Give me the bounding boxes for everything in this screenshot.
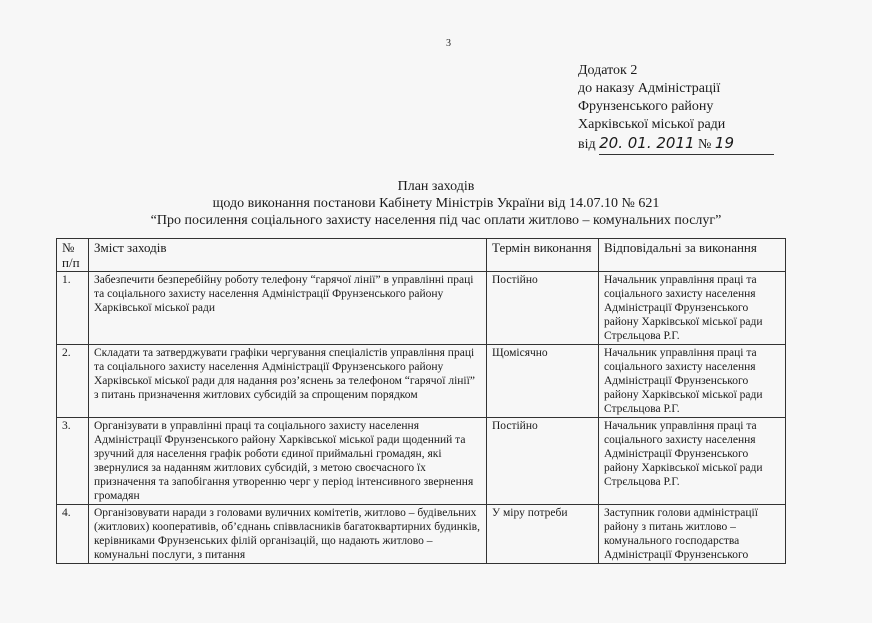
table-row: [57, 418, 786, 505]
measure-content: Організувати в управлінні праці та соціального захисту населення Адміністрації Фрунзенського району Харківської міської ради щоденний та зручний для населення графік роботи єдиної приймальні громадян, які звернулися за наданням житлових субсидій, з метою своєчасного їх призначення та запобігання утворенню черг у період інтенсивного звернення громадян: [89, 418, 487, 505]
measure-term: У міру потреби: [487, 505, 599, 564]
col-header-number: № п/п: [57, 239, 89, 272]
table-header-row: [57, 239, 786, 272]
row-number: 4.: [57, 505, 89, 564]
addendum-block: [578, 62, 774, 155]
addendum-line: Додаток 2: [578, 63, 638, 78]
col-header-responsible: Відповідальні за виконання: [599, 239, 786, 272]
title-line: План заходів: [397, 179, 475, 194]
measure-term: Щомісячно: [487, 345, 599, 418]
ref-no: 19: [714, 134, 734, 152]
measures-table: [56, 238, 786, 564]
measure-responsible: Начальник управління праці та соціального захисту населення Адміністрації Фрунзенського району Харківської міської ради Стрєльцова Р.Г.: [599, 418, 786, 505]
addendum-line: до наказу Адміністрації: [578, 81, 721, 96]
measure-content: Складати та затверджувати графіки чергування спеціалістів управління праці та соціального захисту населення Адміністрації Фрунзенського району Харківської міської ради для надання роз’яснень за телефоном “гарячої лінії” з питань призначення житлових субсидій за спрощеним порядком: [89, 345, 487, 418]
row-number: 3.: [57, 418, 89, 505]
addendum-line: Харківської міської ради: [578, 117, 726, 132]
row-number: 2.: [57, 345, 89, 418]
ref-date: 20. 01. 2011: [599, 134, 695, 152]
measure-responsible: Заступник голови адміністрації району з питань житлово – комунального господарства Адміністрації Фрунзенського: [599, 505, 786, 564]
order-reference: [578, 134, 774, 155]
table-row: [57, 505, 786, 564]
measure-term: Постійно: [487, 418, 599, 505]
document-title: [0, 178, 872, 229]
measure-content: Організовувати наради з головами вуличних комітетів, житлово – будівельних (житлових) кооперативів, об’єднань співвласників багатоквартирних будинків, керівниками Фрунзенських філій організацій, що надають житлово – комунальні послуги, з питання: [89, 505, 487, 564]
ref-prefix: від: [578, 137, 596, 152]
measure-responsible: Начальник управління праці та соціального захисту населення Адміністрації Фрунзенського району Харківської міської ради Стрєльцова Р.Г.: [599, 345, 786, 418]
ref-line: [599, 134, 774, 155]
measure-term: Постійно: [487, 272, 599, 345]
col-header-term: Термін виконання: [487, 239, 599, 272]
table-row: [57, 345, 786, 418]
col-header-content: Зміст заходів: [89, 239, 487, 272]
page-number: 3: [446, 38, 451, 49]
ref-no-label: №: [698, 137, 712, 152]
row-number: 1.: [57, 272, 89, 345]
measure-responsible: Начальник управління праці та соціального захисту населення Адміністрації Фрунзенського району Харківської міської ради Стрєльцова Р.Г.: [599, 272, 786, 345]
title-line: “Про посилення соціального захисту населення під час оплати житлово – комунальних послуг”: [150, 213, 722, 228]
addendum-line: Фрунзенського району: [578, 99, 714, 114]
table-row: [57, 272, 786, 345]
title-line: щодо виконання постанови Кабінету Міністрів України від 14.07.10 № 621: [212, 196, 660, 211]
measure-content: Забезпечити безперебійну роботу телефону “гарячої лінії” в управлінні праці та соціального захисту населення Адміністрації Фрунзенського району Харківської міської ради: [89, 272, 487, 345]
